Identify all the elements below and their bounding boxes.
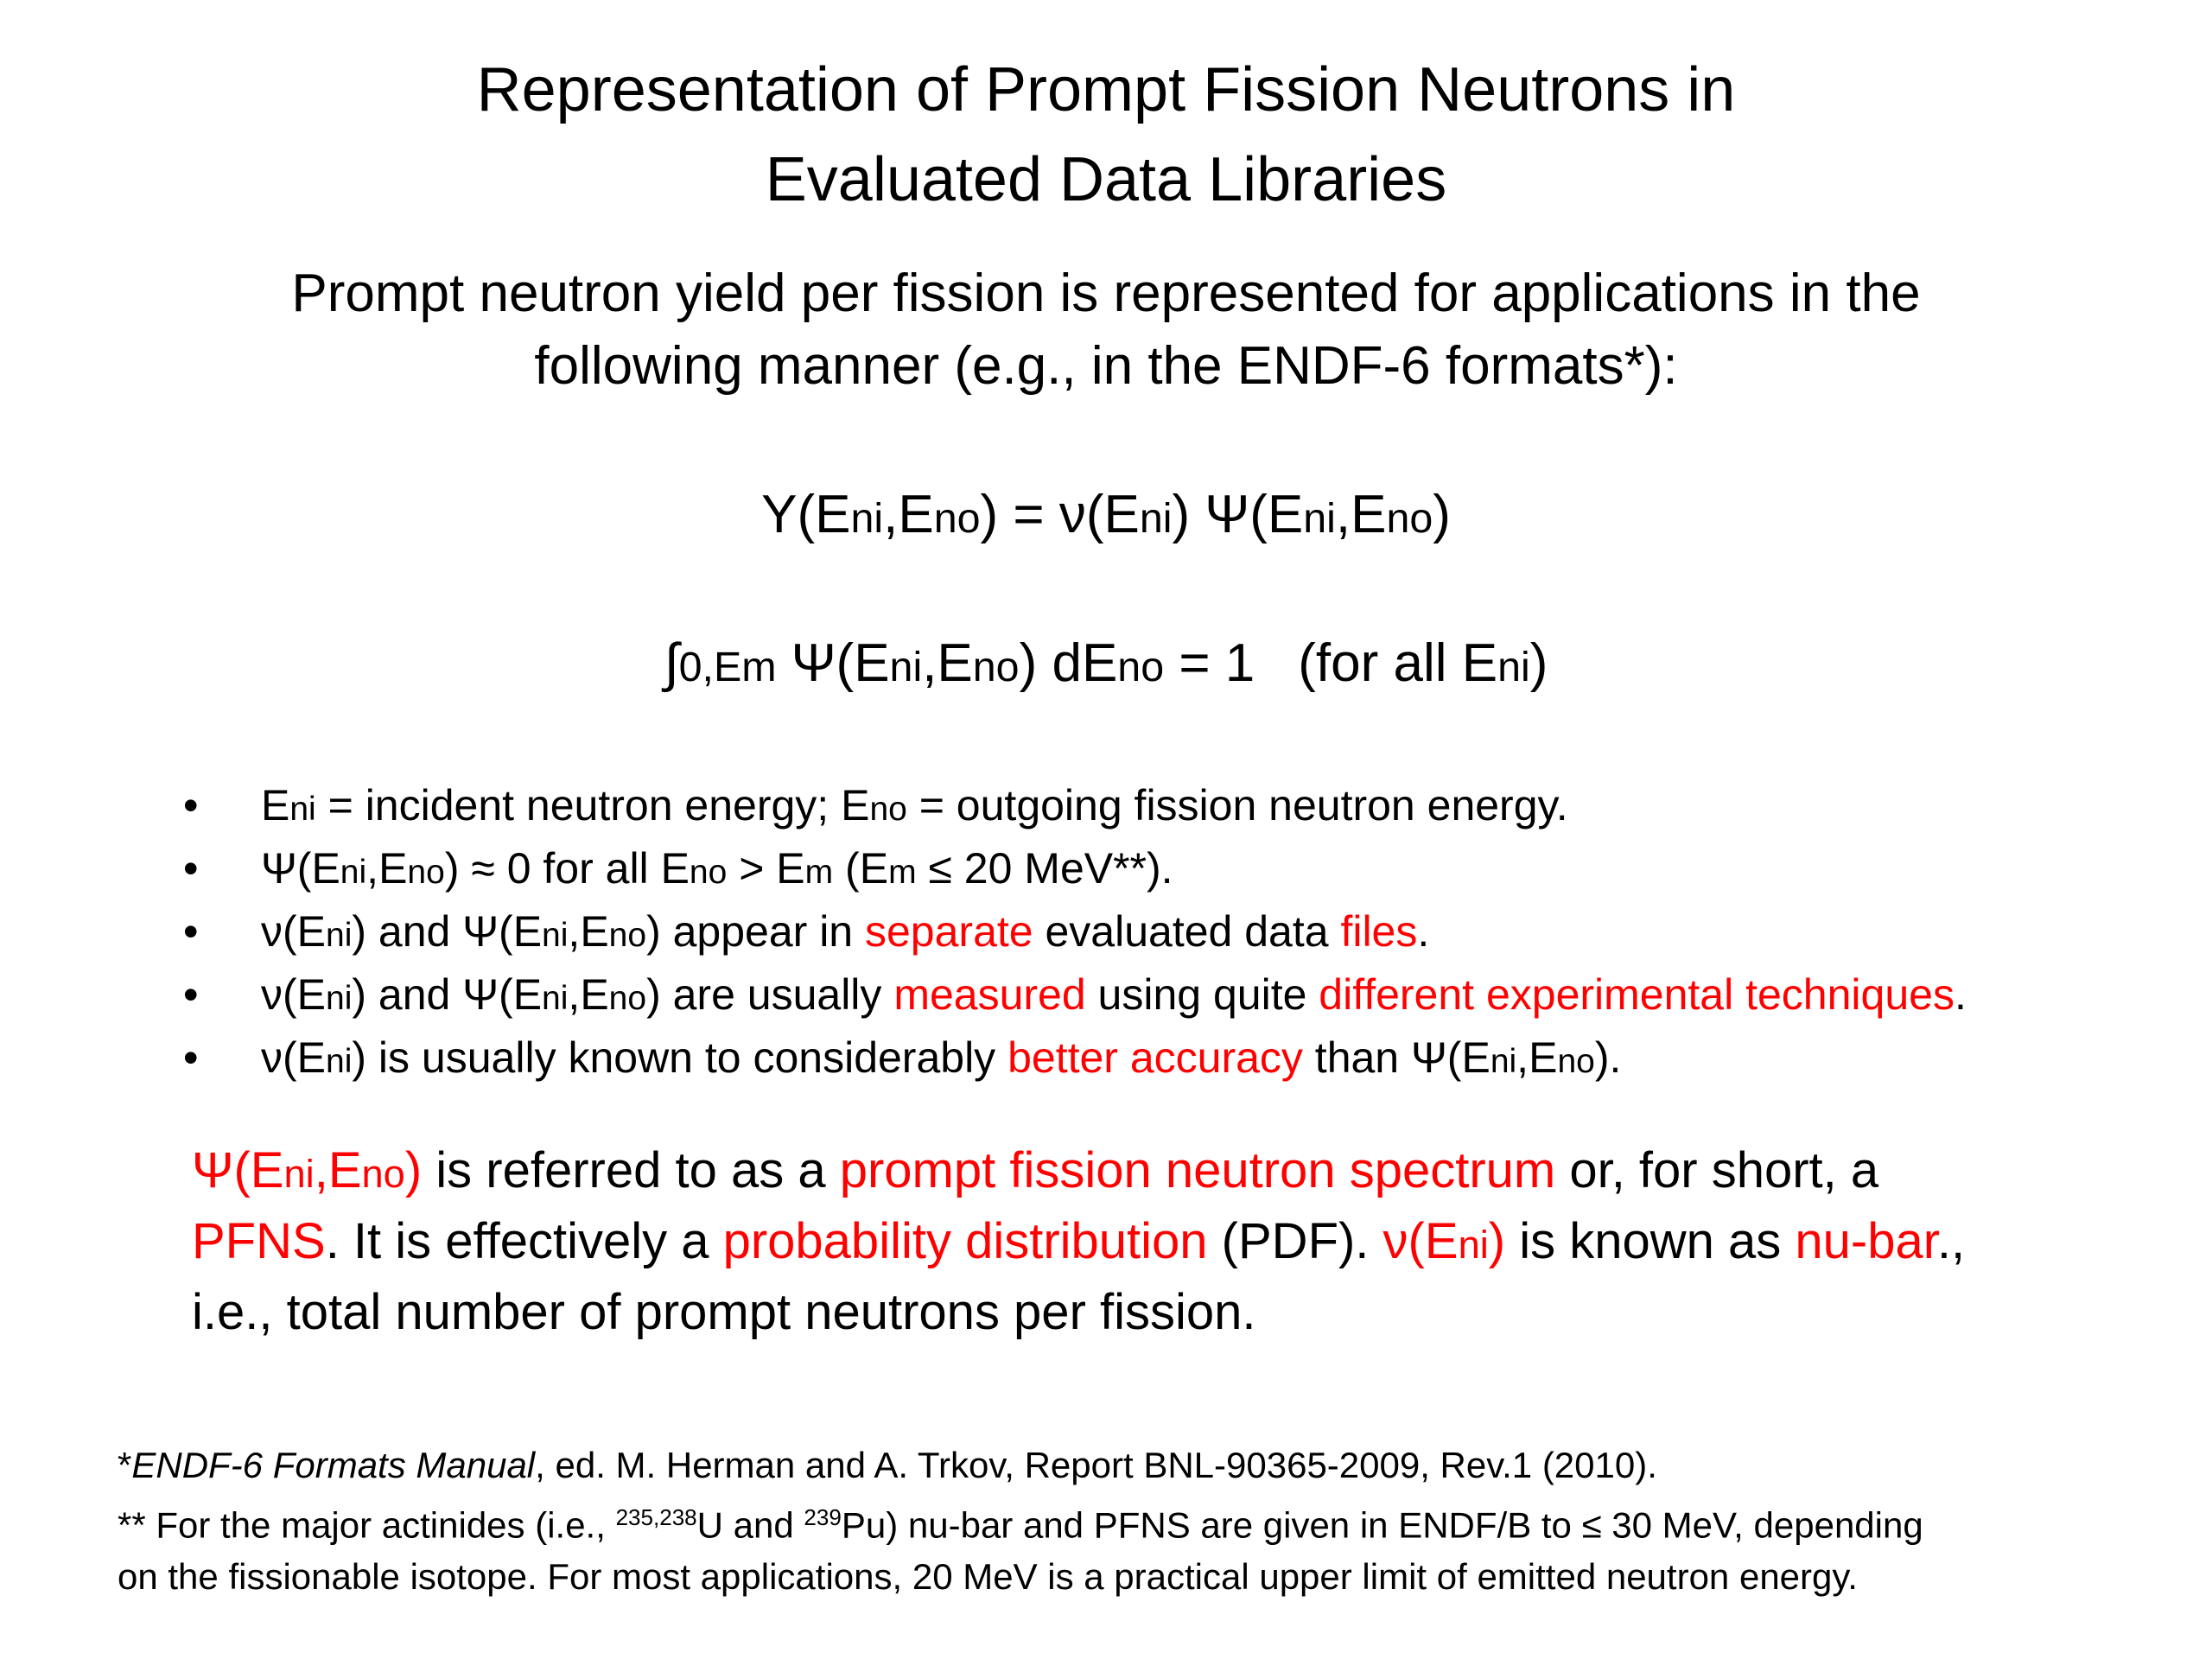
eq-subscript: ni bbox=[889, 644, 923, 690]
text-run: and bbox=[366, 907, 463, 956]
text-run: . bbox=[1954, 970, 1967, 1019]
text-run: Ψ bbox=[462, 907, 499, 956]
eq-symbol: E bbox=[898, 485, 934, 544]
summary-line-3: i.e., total number of prompt neutrons per fission. bbox=[192, 1284, 1256, 1340]
subscript: m bbox=[804, 854, 834, 891]
eq-subscript: ni bbox=[1303, 495, 1336, 542]
eq-subscript: no bbox=[933, 495, 981, 542]
text-run: E bbox=[296, 907, 327, 956]
integral-limits: 0,Em bbox=[678, 644, 777, 690]
eq-symbol: E bbox=[937, 633, 973, 693]
highlight-text: PFNS bbox=[192, 1213, 326, 1269]
subscript: ni bbox=[326, 980, 353, 1017]
subscript: no bbox=[689, 854, 728, 891]
eq-subscript: ni bbox=[850, 495, 884, 542]
text-run: ) bbox=[1488, 1213, 1506, 1269]
text-run: ( bbox=[499, 970, 513, 1019]
subscript: ni bbox=[326, 917, 353, 954]
subscript: ni bbox=[1490, 1043, 1517, 1080]
text-run: using quite bbox=[1085, 970, 1319, 1019]
text-run: , bbox=[568, 907, 581, 956]
text-run: ) bbox=[404, 1142, 423, 1198]
eq-symbol: E bbox=[815, 485, 851, 544]
eq-symbol: = 1 bbox=[1164, 633, 1255, 693]
text-run: ( bbox=[233, 1142, 251, 1198]
superscript: 239 bbox=[804, 1504, 842, 1530]
text-run: appear in bbox=[660, 907, 865, 956]
slide-title bbox=[0, 45, 2212, 225]
eq-symbol: E bbox=[854, 633, 890, 693]
bullet-marker: • bbox=[183, 907, 199, 956]
text-run: E bbox=[512, 970, 543, 1019]
text-run: E bbox=[580, 907, 609, 956]
eq-subscript: ni bbox=[1497, 644, 1530, 690]
highlight-text: nu-bar bbox=[1795, 1213, 1937, 1269]
subscript: ni bbox=[340, 854, 367, 891]
definitions-list bbox=[183, 776, 2171, 1091]
text-run: E bbox=[1424, 1213, 1459, 1269]
subscript: ni bbox=[289, 791, 316, 828]
bullet-marker: • bbox=[183, 970, 199, 1019]
text-run: ( bbox=[283, 907, 297, 956]
text-run: ., bbox=[1936, 1213, 1966, 1269]
text-run: E bbox=[580, 970, 609, 1019]
highlight-text: prompt fission neutron spectrum bbox=[839, 1142, 1556, 1198]
eq-symbol: dE bbox=[1037, 633, 1118, 693]
eq-symbol: ) bbox=[1433, 485, 1451, 544]
text-run: ( bbox=[1408, 1213, 1425, 1269]
bullet-marker: • bbox=[183, 1033, 199, 1082]
text-run: = outgoing fission neutron energy. bbox=[906, 781, 1568, 830]
eq-condition: (for all E bbox=[1298, 633, 1498, 693]
text-run: , ed. M. Herman and A. Trkov, Report BNL-90365-2009, Rev.1 (2010). bbox=[535, 1445, 1657, 1485]
text-run: ) bbox=[352, 1033, 367, 1082]
text-run: ** For the major actinides (i.e., bbox=[118, 1504, 616, 1546]
text-run: ≈ 0 for all bbox=[459, 844, 661, 893]
eq-symbol: = bbox=[998, 485, 1059, 544]
eq-subscript: ni bbox=[1139, 495, 1173, 542]
text-run: E bbox=[261, 781, 290, 830]
subscript: ni bbox=[542, 980, 569, 1017]
eq-symbol: ( bbox=[836, 633, 855, 693]
intro-line-1: Prompt neutron yield per fission is represented for applications in the bbox=[291, 264, 1921, 323]
text-run: ν bbox=[261, 907, 283, 956]
highlight-text: files bbox=[1340, 907, 1418, 956]
normalization-equation bbox=[0, 629, 2212, 702]
text-run: , bbox=[366, 844, 379, 893]
text-run: Ψ bbox=[192, 1142, 234, 1198]
text-run: > bbox=[727, 844, 777, 893]
text-run: Ψ bbox=[261, 844, 297, 893]
highlight-text: probability distribution bbox=[722, 1213, 1208, 1269]
text-run: ) bbox=[1594, 1033, 1610, 1082]
text-run: E bbox=[296, 970, 327, 1019]
eq-subscript: no bbox=[972, 644, 1020, 690]
eq-symbol: E bbox=[1267, 485, 1304, 544]
footnote-3: on the fissionable isotope. For most applications, 20 MeV is a practical upper limit of emitted neutron energy. bbox=[118, 1556, 1858, 1598]
eq-symbol: Y bbox=[761, 485, 798, 544]
eq-symbol: ) bbox=[980, 485, 999, 544]
text-run: * bbox=[118, 1445, 132, 1485]
eq-symbol: ν bbox=[1058, 485, 1086, 544]
subscript: ni bbox=[283, 1152, 315, 1196]
text-run: E bbox=[1461, 1033, 1491, 1082]
text-run: Ψ bbox=[1411, 1033, 1447, 1082]
list-item bbox=[183, 965, 2171, 1028]
text-run: , bbox=[1516, 1033, 1529, 1082]
eq-symbol: ) bbox=[1172, 485, 1191, 544]
text-run: , bbox=[314, 1142, 328, 1198]
highlight-text: different experimental techniques bbox=[1319, 970, 1955, 1019]
highlight-text: separate bbox=[865, 907, 1033, 956]
text-run: is referred to as a bbox=[422, 1142, 840, 1198]
text-run: . It is effectively a bbox=[325, 1213, 723, 1269]
eq-symbol: E bbox=[1103, 485, 1140, 544]
eq-symbol: ( bbox=[797, 485, 816, 544]
text-run: ( bbox=[833, 844, 860, 893]
highlight-text bbox=[1383, 1213, 1506, 1269]
yield-equation bbox=[0, 480, 2212, 553]
superscript: 235,238 bbox=[615, 1504, 697, 1530]
title-line-2: Evaluated Data Libraries bbox=[765, 145, 1447, 214]
text-run: ) bbox=[352, 970, 367, 1019]
subscript: no bbox=[361, 1152, 405, 1196]
text-run: ν bbox=[261, 970, 283, 1019]
subscript: ni bbox=[542, 917, 569, 954]
text-run: ) bbox=[352, 907, 367, 956]
text-run: Ψ bbox=[462, 970, 499, 1019]
text-run: E bbox=[859, 844, 889, 893]
subscript: no bbox=[407, 854, 445, 891]
text-run: E bbox=[776, 844, 805, 893]
text-run: ( bbox=[283, 970, 297, 1019]
text-run: are usually bbox=[660, 970, 894, 1019]
eq-symbol: ) bbox=[1529, 633, 1548, 693]
intro-line-2: following manner (e.g., in the ENDF-6 formats*): bbox=[534, 336, 1678, 396]
eq-subscript: no bbox=[1117, 644, 1165, 690]
text-run: (PDF). bbox=[1207, 1213, 1383, 1269]
manual-title: ENDF-6 Formats Manual bbox=[131, 1445, 536, 1485]
text-run: . bbox=[1417, 907, 1430, 956]
intro-text bbox=[0, 257, 2212, 403]
footnote-1 bbox=[118, 1440, 2183, 1491]
eq-symbol: ( bbox=[1085, 485, 1104, 544]
bullet-marker: • bbox=[183, 781, 199, 830]
text-run: E bbox=[841, 781, 870, 830]
summary-paragraph bbox=[192, 1137, 2093, 1346]
subscript: no bbox=[608, 980, 647, 1017]
highlight-text: measured bbox=[893, 970, 1086, 1019]
text-run: than bbox=[1302, 1033, 1412, 1082]
title-line-1: Representation of Prompt Fission Neutrons in bbox=[476, 55, 1736, 124]
text-run: ( bbox=[296, 844, 312, 893]
text-run: evaluated data bbox=[1033, 907, 1341, 956]
eq-symbol: , bbox=[883, 485, 899, 544]
subscript: no bbox=[1557, 1043, 1595, 1080]
eq-symbol: ) bbox=[1019, 633, 1038, 693]
summary-line-1 bbox=[192, 1137, 2093, 1208]
text-run: E bbox=[327, 1142, 362, 1198]
text-run: is usually known to considerably bbox=[366, 1033, 1008, 1082]
text-run: E bbox=[660, 844, 690, 893]
bullet-marker: • bbox=[183, 844, 199, 893]
text-run: ( bbox=[1446, 1033, 1462, 1082]
highlight-text: better accuracy bbox=[1007, 1033, 1303, 1082]
integral-sign: ∫ bbox=[664, 633, 679, 693]
eq-symbol: , bbox=[922, 633, 938, 693]
eq-symbol: Ψ bbox=[791, 633, 836, 693]
text-run: ≤ 20 MeV**). bbox=[916, 844, 1173, 893]
text-run: and bbox=[366, 970, 463, 1019]
text-run: U and bbox=[696, 1504, 804, 1546]
text-run: ) bbox=[444, 844, 460, 893]
list-item bbox=[183, 839, 2171, 902]
text-run: E bbox=[250, 1142, 284, 1198]
summary-line-2 bbox=[192, 1208, 2093, 1279]
eq-symbol: , bbox=[1335, 485, 1351, 544]
list-item bbox=[183, 902, 2171, 965]
subscript: m bbox=[888, 854, 917, 891]
text-run: = incident neutron energy; bbox=[315, 781, 842, 830]
text-run: or, for short, a bbox=[1555, 1142, 1879, 1198]
text-run: . bbox=[1609, 1033, 1622, 1082]
text-run: ) bbox=[646, 970, 661, 1019]
text-run: E bbox=[311, 844, 340, 893]
text-run: E bbox=[512, 907, 543, 956]
list-item bbox=[183, 776, 2171, 839]
text-run: E bbox=[378, 844, 408, 893]
footnote-2 bbox=[118, 1491, 2183, 1551]
list-item bbox=[183, 1028, 2171, 1091]
highlight-text bbox=[192, 1142, 422, 1198]
text-run: is known as bbox=[1505, 1213, 1796, 1269]
text-run: ) bbox=[646, 907, 661, 956]
eq-symbol: ( bbox=[1249, 485, 1268, 544]
subscript: ni bbox=[326, 1043, 353, 1080]
text-run: ( bbox=[283, 1033, 297, 1082]
text-run: E bbox=[296, 1033, 327, 1082]
text-run: E bbox=[1529, 1033, 1558, 1082]
text-run: ν bbox=[1382, 1213, 1408, 1269]
text-run: Pu) nu-bar and PFNS are given in ENDF/B to ≤ 30 MeV, depending bbox=[841, 1504, 1923, 1546]
text-run: , bbox=[568, 970, 581, 1019]
subscript: no bbox=[869, 791, 907, 828]
text-run: ( bbox=[499, 907, 513, 956]
eq-symbol: Ψ bbox=[1205, 485, 1250, 544]
eq-symbol: E bbox=[1351, 485, 1387, 544]
text-run: ν bbox=[261, 1033, 283, 1082]
eq-subscript: no bbox=[1386, 495, 1433, 542]
footnotes bbox=[118, 1440, 2183, 1603]
subscript: no bbox=[608, 917, 647, 954]
subscript: ni bbox=[1458, 1223, 1489, 1267]
